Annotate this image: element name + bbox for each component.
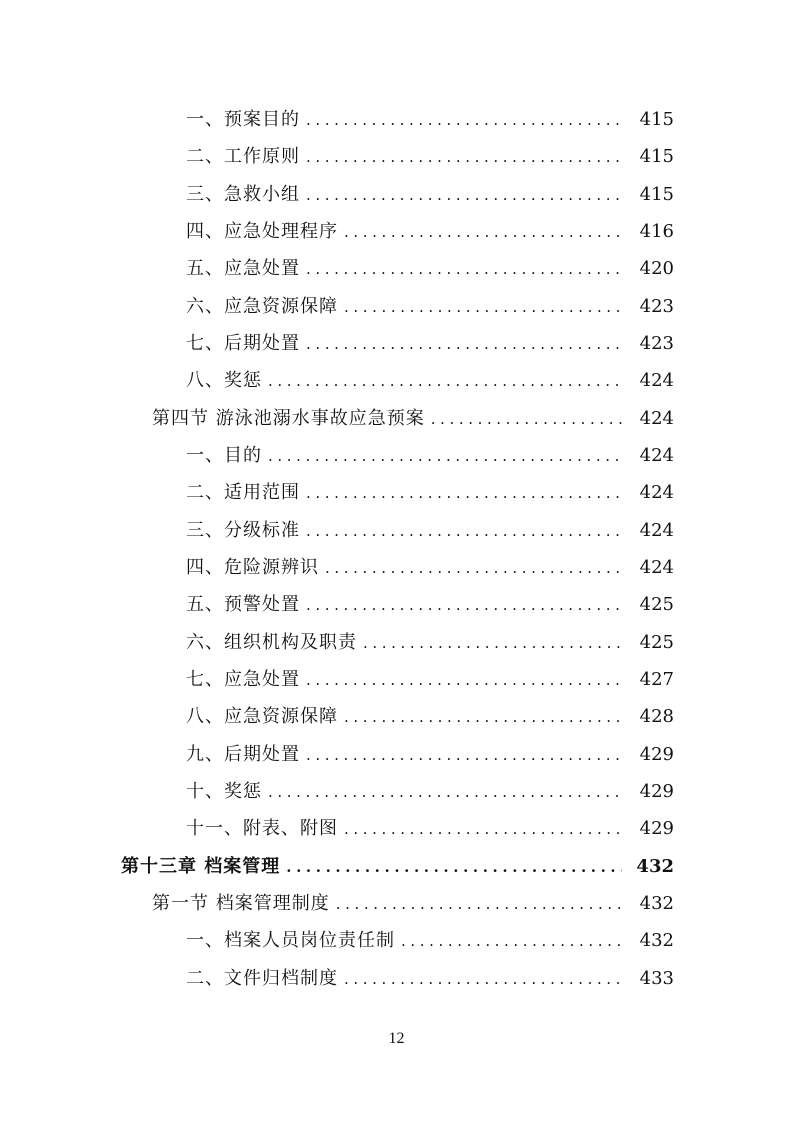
toc-entry-label: 二、适用范围 (186, 482, 300, 504)
toc-entry-page: 420 (639, 258, 674, 280)
toc-entry-page: 432 (639, 893, 674, 915)
toc-item-entry[interactable] (0, 437, 793, 474)
toc-entry-page: 415 (639, 109, 674, 131)
toc-entry-label: 一、档案人员岗位责任制 (186, 930, 395, 952)
toc-entry-page: 425 (639, 631, 674, 653)
toc-item-entry[interactable] (0, 362, 793, 399)
dot-leader (306, 251, 622, 288)
toc-entry-page: 424 (639, 519, 674, 541)
dot-leader (363, 625, 622, 662)
toc-entry-page: 424 (639, 445, 674, 467)
table-of-contents (0, 101, 793, 997)
toc-entry-label: 五、预警处置 (186, 594, 300, 616)
toc-entry-label: 八、奖惩 (186, 370, 262, 392)
toc-entry-label: 二、文件归档制度 (186, 967, 338, 989)
toc-entry-page: 432 (636, 855, 674, 877)
dot-leader (325, 550, 622, 587)
toc-item-entry[interactable] (0, 176, 793, 213)
toc-entry-label: 一、预案目的 (186, 109, 300, 131)
toc-entry-label: 七、后期处置 (186, 333, 300, 355)
toc-entry-label: 六、组织机构及职责 (186, 631, 357, 653)
toc-entry-page: 429 (639, 781, 674, 803)
toc-entry-page: 424 (639, 407, 674, 429)
toc-item-entry[interactable] (0, 960, 793, 997)
toc-item-entry[interactable] (0, 512, 793, 549)
toc-section-entry[interactable] (0, 400, 793, 437)
toc-entry-page: 432 (639, 930, 674, 952)
toc-entry-page: 416 (639, 221, 674, 243)
toc-entry-label: 第四节 游泳池溺水事故应急预案 (152, 407, 425, 429)
toc-item-entry[interactable] (0, 325, 793, 362)
toc-item-entry[interactable] (0, 288, 793, 325)
toc-entry-label: 一、目的 (186, 445, 262, 467)
toc-item-entry[interactable] (0, 773, 793, 810)
dot-leader (306, 139, 622, 176)
dot-leader (306, 475, 622, 512)
toc-item-entry[interactable] (0, 474, 793, 511)
toc-item-entry[interactable] (0, 213, 793, 250)
toc-entry-label: 五、应急处置 (186, 258, 300, 280)
toc-entry-label: 九、后期处置 (186, 743, 300, 765)
toc-entry-page: 415 (639, 183, 674, 205)
dot-leader (306, 513, 622, 550)
dot-leader (306, 737, 622, 774)
toc-item-entry[interactable] (0, 549, 793, 586)
dot-leader (268, 363, 622, 400)
toc-chapter-entry[interactable] (0, 848, 793, 885)
dot-leader (268, 774, 622, 811)
toc-entry-label: 二、工作原则 (186, 146, 300, 168)
toc-entry-page: 425 (639, 594, 674, 616)
dot-leader (336, 886, 622, 923)
toc-entry-label: 第十三章 档案管理 (121, 855, 281, 877)
toc-entry-label: 十一、附表、附图 (186, 818, 338, 840)
toc-entry-label: 十、奖惩 (186, 781, 262, 803)
toc-item-entry[interactable] (0, 922, 793, 959)
toc-item-entry[interactable] (0, 250, 793, 287)
dot-leader (344, 289, 622, 326)
dot-leader (306, 587, 622, 624)
toc-entry-label: 三、分级标准 (186, 519, 300, 541)
dot-leader (306, 177, 622, 214)
toc-entry-page: 427 (639, 669, 674, 691)
toc-entry-label: 八、应急资源保障 (186, 706, 338, 728)
toc-entry-label: 四、危险源辨识 (186, 557, 319, 579)
dot-leader (268, 438, 622, 475)
dot-leader (306, 662, 622, 699)
toc-entry-label: 三、急救小组 (186, 183, 300, 205)
toc-entry-page: 423 (639, 295, 674, 317)
toc-entry-label: 四、应急处理程序 (186, 221, 338, 243)
toc-item-entry[interactable] (0, 661, 793, 698)
toc-item-entry[interactable] (0, 586, 793, 623)
toc-item-entry[interactable] (0, 101, 793, 138)
toc-item-entry[interactable] (0, 736, 793, 773)
dot-leader (306, 326, 622, 363)
toc-entry-page: 424 (639, 370, 674, 392)
toc-entry-page: 429 (639, 818, 674, 840)
toc-entry-page: 428 (639, 706, 674, 728)
dot-leader (286, 849, 622, 886)
dot-leader (431, 401, 622, 438)
toc-entry-page: 423 (639, 333, 674, 355)
dot-leader (306, 102, 622, 139)
dot-leader (344, 961, 622, 998)
toc-item-entry[interactable] (0, 698, 793, 735)
toc-item-entry[interactable] (0, 138, 793, 175)
toc-entry-page: 424 (639, 557, 674, 579)
toc-entry-page: 433 (639, 967, 674, 989)
toc-entry-label: 六、应急资源保障 (186, 295, 338, 317)
toc-item-entry[interactable] (0, 810, 793, 847)
toc-entry-label: 第一节 档案管理制度 (152, 893, 330, 915)
toc-entry-label: 七、应急处置 (186, 669, 300, 691)
toc-item-entry[interactable] (0, 624, 793, 661)
dot-leader (344, 811, 622, 848)
dot-leader (344, 214, 622, 251)
dot-leader (401, 923, 622, 960)
toc-section-entry[interactable] (0, 885, 793, 922)
toc-entry-page: 424 (639, 482, 674, 504)
dot-leader (344, 699, 622, 736)
toc-entry-page: 429 (639, 743, 674, 765)
toc-entry-page: 415 (639, 146, 674, 168)
page-number: 12 (388, 1030, 405, 1047)
